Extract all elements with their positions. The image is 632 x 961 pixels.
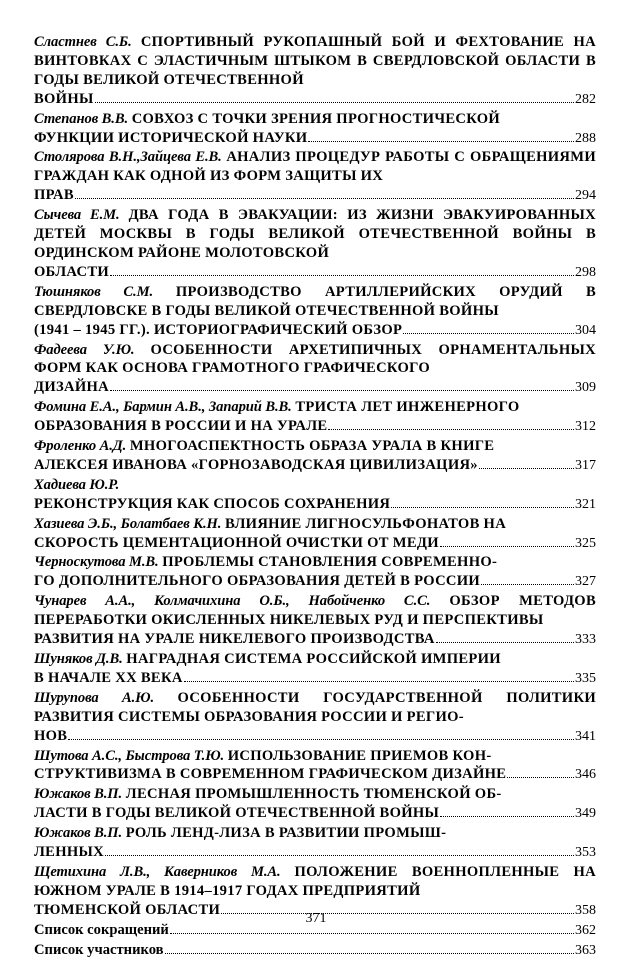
toc-entry-leader-line — [34, 263, 596, 283]
toc-entry-title: АНАЛИЗ ПРОЦЕДУР РАБОТЫ С ОБРАЩЕНИЯМИ ГРАЖДАН КАК ОДНОЙ ИЗ ФОРМ ЗАЩИТЫ ИХ — [34, 149, 596, 185]
dot-leader — [436, 642, 574, 643]
toc-entry-title: ВЛИЯНИЕ ЛИГНОСУЛЬФОНАТОВ НА — [225, 515, 507, 532]
toc-entry-page: 362 — [575, 922, 596, 938]
toc-entry-title-end: ОБЛАСТИ — [34, 263, 110, 280]
toc-entry-title-end: НОВ — [34, 727, 68, 744]
toc-entry-leader-line — [34, 456, 596, 476]
toc-entry-page: 335 — [575, 670, 596, 686]
toc-entry-heading — [34, 206, 596, 263]
toc-entry-title: ТРИСТА ЛЕТ ИНЖЕНЕРНОГО — [295, 399, 520, 416]
toc-entry — [34, 110, 596, 149]
toc-entry-page: 353 — [575, 845, 596, 861]
toc-entry-title-end: РЕКОНСТРУКЦИЯ КАК СПОСОБ СОХРАНЕНИЯ — [34, 495, 391, 512]
toc-entry-leader-line — [34, 804, 596, 824]
toc-entry-authors: Хазиева Э.Б., Болатбаев К.Н. — [34, 515, 222, 532]
toc-entry-title-end: ТЮМЕНСКОЙ ОБЛАСТИ — [34, 901, 221, 918]
dot-leader — [105, 855, 574, 856]
toc-entry-leader-line — [34, 90, 596, 110]
toc-entry — [34, 785, 596, 824]
toc-entry-title-end: ФУНКЦИИ ИСТОРИЧЕСКОЙ НАУКИ — [34, 129, 308, 146]
toc-entry-title: ИСПОЛЬЗОВАНИЕ ПРИЕМОВ КОН- — [227, 747, 492, 764]
toc-entry-leader-line — [34, 378, 596, 398]
toc-entry-authors: Черноскутова М.В. — [34, 554, 159, 571]
toc-entry-heading — [34, 515, 596, 534]
toc-entry — [34, 398, 596, 437]
toc-entry-page: 333 — [575, 632, 596, 648]
dot-leader — [308, 141, 574, 142]
toc-entry-heading — [34, 110, 596, 129]
toc-entry-title-end: ВОЙНЫ — [34, 90, 94, 107]
toc-entry-title-end: ДИЗАЙНА — [34, 379, 109, 396]
toc-entry-leader-line — [34, 630, 596, 650]
toc-entry — [34, 283, 596, 341]
toc-entry-page: 346 — [575, 767, 596, 783]
dot-leader — [440, 546, 574, 547]
toc-entry-title-end: СТРУКТИВИЗМА В СОВРЕМЕННОМ ГРАФИЧЕСКОМ ДИЗАЙНЕ — [34, 766, 507, 783]
toc-entry-leader-line — [34, 129, 596, 149]
toc-entry-leader-line — [34, 941, 596, 961]
toc-entry-leader-line — [34, 765, 596, 785]
toc-entry-leader-line — [34, 669, 596, 689]
toc-entry-authors: Фадеева У.Ю. — [34, 341, 135, 358]
toc-entry-heading — [34, 592, 596, 630]
dot-leader — [328, 429, 574, 430]
toc-entry-authors: Хадиева Ю.Р. — [34, 476, 120, 493]
toc-entry-title-end: ПРАВ — [34, 187, 74, 204]
toc-entry-heading — [34, 747, 596, 766]
toc-entry-title-end: ГО ДОПОЛНИТЕЛЬНОГО ОБРАЗОВАНИЯ ДЕТЕЙ В РОССИИ — [34, 573, 481, 590]
toc-entry-page: 349 — [575, 806, 596, 822]
dot-leader — [403, 333, 574, 334]
toc-entry — [34, 824, 596, 863]
dot-leader — [479, 468, 574, 469]
toc-entry-heading — [34, 650, 596, 669]
toc-entry-leader-line — [34, 186, 596, 206]
dot-leader — [507, 777, 574, 778]
toc-entry-title-end: (1941 – 1945 ГГ.). ИСТОРИОГРАФИЧЕСКИЙ ОБЗОР — [34, 321, 403, 338]
toc-entry-authors: Южаков В.П. — [34, 786, 123, 803]
toc-entry — [34, 650, 596, 689]
toc-entry-authors: Столярова В.Н.,Зайцева Е.В. — [34, 149, 222, 166]
toc-entry-authors: Сластнев С.Б. — [34, 34, 132, 50]
toc-entry-heading — [34, 398, 596, 417]
toc-entry-title: НАГРАДНАЯ СИСТЕМА РОССИЙСКОЙ ИМПЕРИИ — [126, 651, 501, 667]
toc-entry-page: 325 — [575, 535, 596, 551]
toc-entry — [34, 476, 596, 515]
toc-entry-authors: Тюшняков С.М. — [34, 283, 154, 300]
toc-entry-title: ПРОБЛЕМЫ СТАНОВЛЕНИЯ СОВРЕМЕННО- — [162, 554, 498, 571]
toc-entry-title-end: ОБРАЗОВАНИЯ В РОССИИ И НА УРАЛЕ — [34, 418, 328, 435]
dot-leader — [75, 198, 574, 199]
toc-entry-page: 304 — [575, 322, 596, 338]
dot-leader — [184, 681, 574, 682]
dot-leader — [110, 390, 574, 391]
toc-entry-authors: Фомина Е.А., Бармин А.В., Запарий В.В. — [34, 399, 292, 416]
toc-entry-title: ОСОБЕННОСТИ АРХЕТИПИЧНЫХ ОРНАМЕНТАЛЬНЫХ ФОРМ КАК ОСНОВА ГРАМОТНОГО ГРАФИЧЕСКОГО — [34, 341, 596, 377]
toc-entry-page: 298 — [575, 264, 596, 280]
toc-entry-title-end: Список участников — [34, 941, 164, 958]
dot-leader — [165, 953, 574, 954]
toc-entry-page: 363 — [575, 942, 596, 958]
toc-entry-title: ЛЕСНАЯ ПРОМЫШЛЕННОСТЬ ТЮМЕНСКОЙ ОБ- — [125, 786, 502, 803]
toc-entry — [34, 437, 596, 476]
toc-entry-leader-line — [34, 843, 596, 863]
toc-entry-title-end: СКОРОСТЬ ЦЕМЕНТАЦИОННОЙ ОЧИСТКИ ОТ МЕДИ — [34, 534, 439, 551]
toc-entry-title-end: ЛЕННЫХ — [34, 844, 104, 861]
toc-entry-authors: Фроленко А.Д. — [34, 438, 127, 455]
toc-entry-title: ПРОИЗВОДСТВО АРТИЛЛЕРИЙСКИХ ОРУДИЙ В СВЕРДЛОВСКЕ В ГОДЫ ВЕЛИКОЙ ОТЕЧЕСТВЕННОЙ ВОЙНЫ — [34, 283, 596, 319]
toc-entry — [34, 941, 596, 961]
toc-entry — [34, 592, 596, 650]
dot-leader — [391, 507, 574, 508]
toc-entry-authors: Шутова А.С., Быстрова Т.Ю. — [34, 747, 225, 764]
toc-entry-title: РОЛЬ ЛЕНД-ЛИЗА В РАЗВИТИИ ПРОМЫШ- — [125, 825, 447, 842]
toc-entry-title-end: Список сокращений — [34, 921, 169, 938]
toc-entry-authors: Южаков В.П. — [34, 825, 123, 842]
toc-entry-page: 288 — [575, 130, 596, 146]
toc-entry-page: 341 — [575, 728, 596, 744]
toc-entry-leader-line — [34, 534, 596, 554]
toc-entry — [34, 553, 596, 592]
toc-entry-authors: Степанов В.В. — [34, 110, 129, 127]
toc-entry-page: 358 — [575, 902, 596, 918]
toc-entry-leader-line — [34, 417, 596, 437]
toc-entry-title: ОСОБЕННОСТИ ГОСУДАРСТВЕННОЙ ПОЛИТИКИ РАЗВИТИЯ СИСТЕМЫ ОБРАЗОВАНИЯ РОССИИ И РЕГИО- — [34, 689, 596, 725]
toc-entry-page: 294 — [575, 188, 596, 204]
toc-entry-page: 317 — [575, 457, 596, 473]
dot-leader — [95, 102, 574, 103]
toc-entry-leader-line — [34, 727, 596, 747]
toc-entry — [34, 206, 596, 283]
toc-entry-heading — [34, 824, 596, 843]
table-of-contents — [34, 33, 596, 961]
dot-leader — [440, 816, 574, 817]
toc-entry-heading — [34, 33, 596, 90]
toc-entry-authors: Шурупова А.Ю. — [34, 689, 155, 706]
toc-entry-title: СПОРТИВНЫЙ РУКОПАШНЫЙ БОЙ И ФЕХТОВАНИЕ НА ВИНТОВКАХ С ЭЛАСТИЧНЫМ ШТЫКОМ В СВЕРДЛОВСКОЙ ОБЛАСТИ В ГОДЫ ВЕЛИКОЙ ОТЕЧЕСТВЕННОЙ — [34, 34, 596, 88]
toc-entry-leader-line — [34, 321, 596, 341]
toc-entry-leader-line — [34, 495, 596, 515]
toc-entry-heading — [34, 283, 596, 321]
page-number: 371 — [305, 911, 327, 926]
toc-entry-title: ОБЗОР МЕТОДОВ ПЕРЕРАБОТКИ ОКИСЛЕННЫХ НИКЕЛЕВЫХ РУД И ПЕРСПЕКТИВЫ — [34, 593, 596, 629]
toc-entry-authors: Сычева Е.М. — [34, 207, 120, 224]
toc-entry-title-end: В НАЧАЛЕ ХХ ВЕКА — [34, 669, 183, 686]
toc-entry-page: 309 — [575, 380, 596, 396]
toc-entry-authors: Чунарев А.А., Колмачихина О.Б., Набойченко С.С. — [34, 593, 431, 610]
toc-entry-heading — [34, 553, 596, 572]
toc-entry-page: 321 — [575, 496, 596, 512]
toc-entry-leader-line — [34, 572, 596, 592]
toc-entry-heading — [34, 863, 596, 901]
toc-entry-heading — [34, 785, 596, 804]
dot-leader — [170, 933, 574, 934]
toc-entry-title: ПОЛОЖЕНИЕ ВОЕННОПЛЕННЫЕ НА ЮЖНОМ УРАЛЕ В 1914–1917 ГОДАХ ПРЕДПРИЯТИЙ — [34, 863, 597, 899]
toc-entry — [34, 148, 596, 206]
toc-entry-title-end: АЛЕКСЕЯ ИВАНОВА «ГОРНОЗАВОДСКАЯ ЦИВИЛИЗАЦИЯ» — [34, 456, 478, 473]
toc-entry — [34, 515, 596, 554]
toc-entry-authors: Шуняков Д.В. — [34, 651, 123, 667]
dot-leader — [110, 275, 574, 276]
toc-entry-title-end: РАЗВИТИЯ НА УРАЛЕ НИКЕЛЕВОГО ПРОИЗВОДСТВА — [34, 631, 435, 648]
toc-entry — [34, 747, 596, 786]
toc-entry — [34, 689, 596, 747]
toc-entry-heading — [34, 437, 596, 456]
toc-entry-heading — [34, 689, 596, 727]
toc-entry-page: 282 — [575, 91, 596, 107]
toc-entry — [34, 341, 596, 399]
toc-entry-page: 312 — [575, 419, 596, 435]
dot-leader — [481, 584, 574, 585]
toc-entry-page: 327 — [575, 574, 596, 590]
toc-entry-heading — [34, 341, 596, 379]
toc-entry-title-end: ЛАСТИ В ГОДЫ ВЕЛИКОЙ ОТЕЧЕСТВЕННОЙ ВОЙНЫ — [34, 805, 440, 822]
toc-entry-authors: Щетихина Л.В., Каверников М.А. — [34, 863, 281, 880]
toc-entry-heading — [34, 148, 596, 186]
toc-entry-title: СОВХОЗ С ТОЧКИ ЗРЕНИЯ ПРОГНОСТИЧЕСКОЙ — [131, 110, 501, 127]
toc-entry — [34, 33, 596, 110]
toc-entry-title: ДВА ГОДА В ЭВАКУАЦИИ: ИЗ ЖИЗНИ ЭВАКУИРОВАННЫХ ДЕТЕЙ МОСКВЫ В ГОДЫ ВЕЛИКОЙ ОТЕЧЕСТВЕННОЙ ВОЙНЫ В ОРДИНСКОМ РАЙОНЕ МОЛОТОВСКОЙ — [34, 207, 596, 261]
dot-leader — [68, 739, 574, 740]
toc-entry-heading — [34, 476, 596, 495]
toc-entry-title: МНОГОАСПЕКТНОСТЬ ОБРАЗА УРАЛА В КНИГЕ — [129, 438, 495, 455]
